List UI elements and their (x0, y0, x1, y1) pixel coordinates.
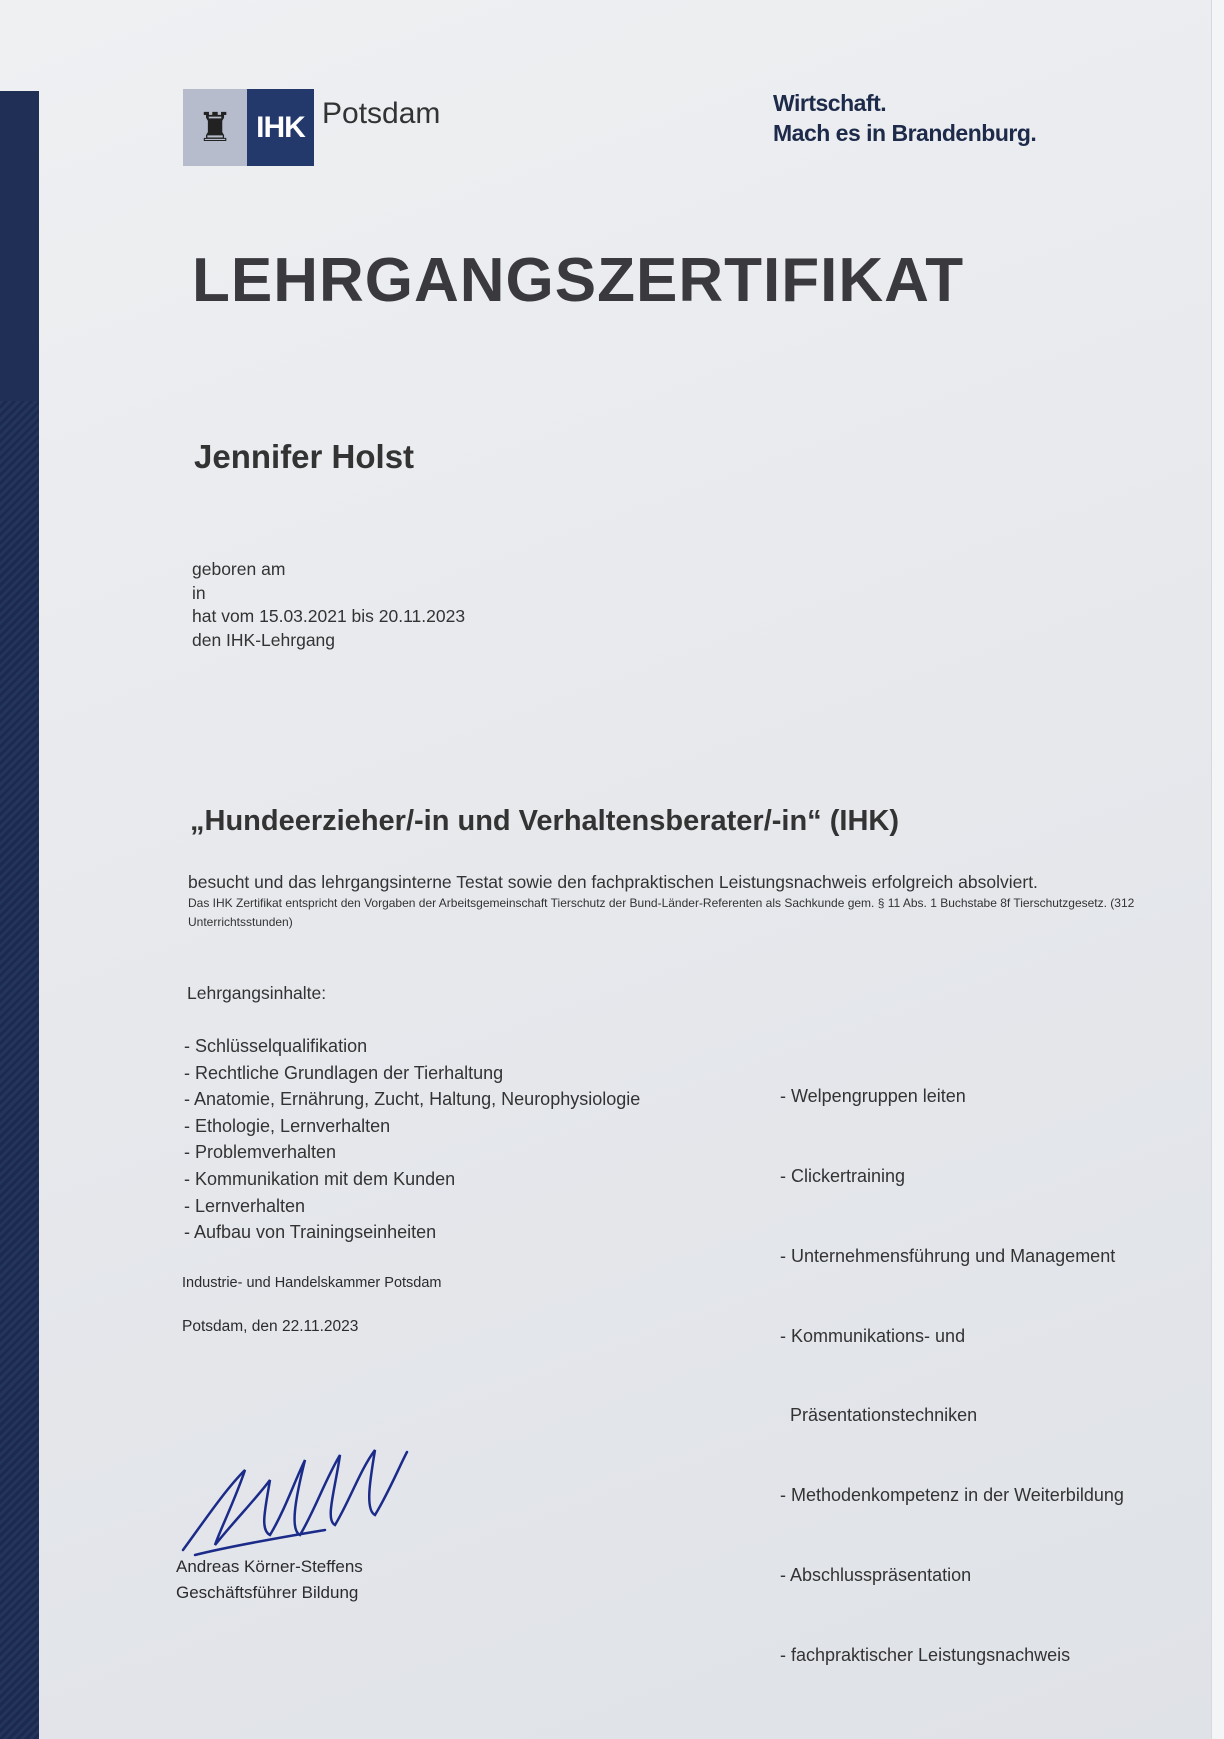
list-item: - fachpraktischer Leistungsnachweis (780, 1644, 1071, 1665)
info-line: hat vom 15.03.2021 bis 20.11.2023 (192, 606, 466, 626)
list-item: - Problemverhalten (184, 1142, 337, 1163)
recipient-name: Jennifer Holst (194, 438, 415, 475)
info-line: den IHK-Lehrgang (192, 629, 336, 650)
list-item: - Clickertraining (780, 1165, 906, 1186)
list-item: - Anatomie, Ernährung, Zucht, Haltung, Neurophysiologie (184, 1089, 641, 1110)
list-item: - Rechtliche Grundlagen der Tierhaltung (184, 1062, 504, 1083)
eagle-icon: ♜ (183, 89, 247, 166)
list-item: - Unternehmensführung und Management (780, 1245, 1116, 1266)
contents-list-right (780, 1030, 1124, 1695)
recipient-info (192, 558, 465, 652)
slogan (773, 88, 1036, 148)
list-item: - Ethologie, Lernverhalten (184, 1115, 391, 1136)
info-line: geboren am (192, 559, 286, 579)
list-item: - Aufbau von Trainingseinheiten (184, 1222, 437, 1243)
signer-role: Geschäftsführer Bildung (176, 1583, 359, 1602)
contents-label: Lehrgangsinhalte: (187, 983, 327, 1003)
signer (176, 1554, 363, 1606)
slogan-line: Wirtschaft. (773, 90, 887, 116)
list-item: Präsentationstechniken (780, 1405, 978, 1426)
list-item: - Kommunikation mit dem Kunden (184, 1168, 456, 1189)
legal-note: Das IHK Zertifikat entspricht den Vorgaben der Arbeitsgemeinschaft Tierschutz der Bund-Länder-Referenten als Sachkunde gem. § 11 Abs. 1 Buchstabe 8f Tierschutzgesetz. (312 Unterrichtsstunden) (188, 896, 1135, 929)
logo-abbr: IHK (247, 89, 314, 166)
decorative-side-bar (0, 91, 39, 1739)
certificate-title: LEHRGANGSZERTIFIKAT (192, 246, 965, 315)
list-item: - Kommunikations- und (780, 1325, 966, 1346)
ihk-logo (183, 89, 440, 166)
info-line: in (192, 582, 206, 603)
course-title: „Hundeerzieher/-in und Verhaltensberater/-in“ (IHK) (190, 805, 899, 837)
place-date: Potsdam, den 22.11.2023 (182, 1318, 359, 1335)
issuer-name: Industrie- und Handelskammer Potsdam (182, 1275, 442, 1291)
signer-name: Andreas Körner-Steffens (176, 1557, 363, 1576)
completion-text: besucht und das lehrgangsinterne Testat sowie den fachpraktischen Leistungsnachweis erfolgreich absolviert. (188, 872, 1038, 892)
contents-list-left (184, 1033, 640, 1246)
logo-city: Potsdam (322, 97, 441, 130)
signature (175, 1440, 415, 1560)
paper-edge (1211, 0, 1224, 1739)
list-item: - Schlüsselqualifikation (184, 1036, 368, 1056)
list-item: - Welpengruppen leiten (780, 1086, 966, 1107)
list-item: - Methodenkompetenz in der Weiterbildung (780, 1485, 1124, 1506)
list-item: - Lernverhalten (184, 1195, 306, 1216)
list-item: - Abschlusspräsentation (780, 1564, 972, 1585)
slogan-line: Mach es in Brandenburg. (773, 120, 1037, 146)
